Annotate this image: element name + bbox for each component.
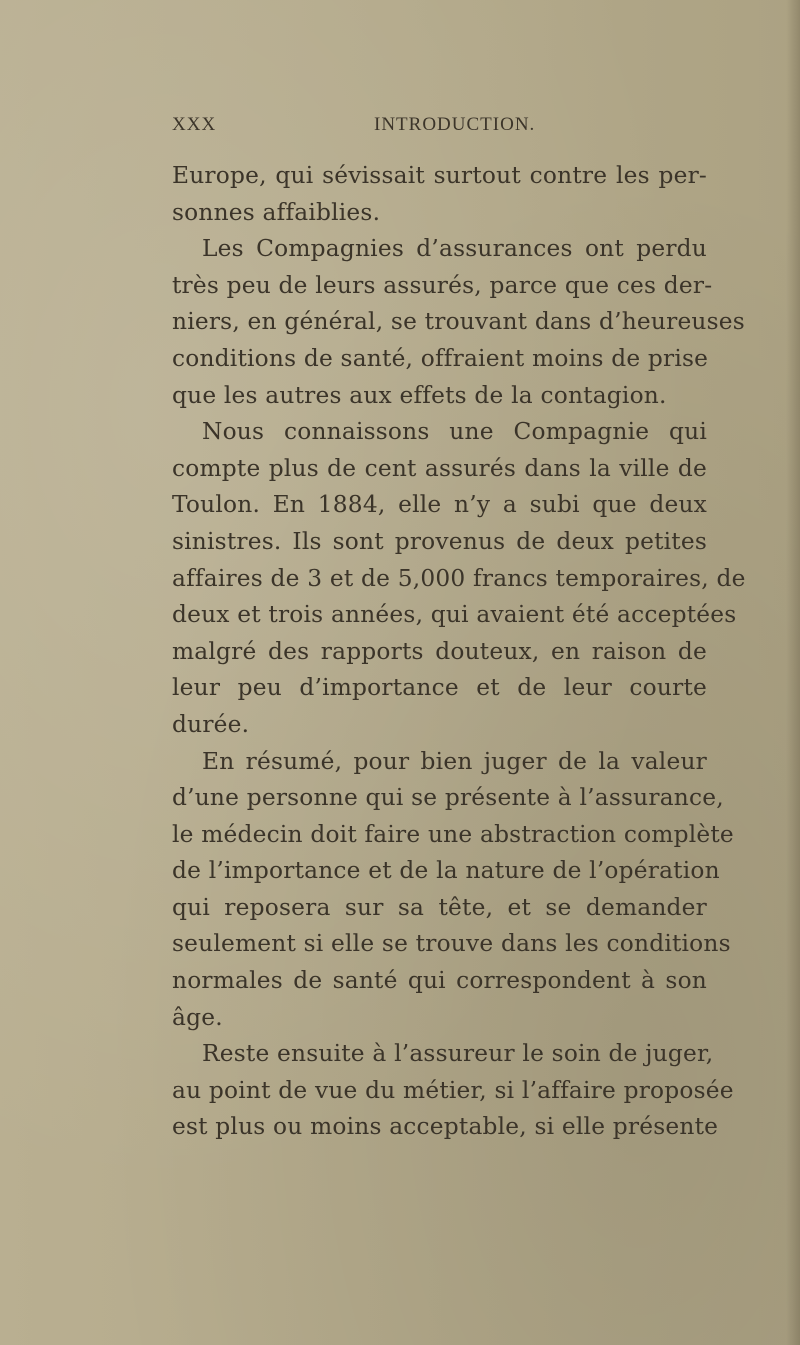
text-line: seulement si elle se trouve dans les conditions — [172, 930, 731, 958]
text-line: compte plus de cent assurés dans la ville de — [172, 454, 707, 482]
text-line: est plus ou moins acceptable, si elle présente — [172, 1113, 719, 1141]
text-line: sonnes affaiblies. — [172, 198, 381, 226]
text-line: Les Compagnies d’assurances ont perdu — [202, 235, 707, 263]
text-line: deux et trois années, qui avaient été acceptées — [172, 601, 737, 629]
text-line: conditions de santé, offraient moins de prise — [172, 344, 709, 372]
text-line: leur peu d’importance et de leur courte — [172, 674, 707, 702]
text-line: affaires de 3 et de 5,000 francs temporaires, de — [172, 564, 746, 592]
text-line: Toulon. En 1884, elle n’y a subi que deux — [172, 491, 707, 519]
page-edge-shadow — [786, 0, 800, 1345]
text-line: durée. — [172, 710, 250, 738]
text-line: qui reposera sur sa tête, et se demander — [172, 893, 707, 921]
text-line: âge. — [172, 1003, 223, 1031]
text-line: que les autres aux effets de la contagion. — [172, 381, 667, 409]
text-line: sinistres. Ils sont provenus de deux petites — [172, 527, 707, 555]
text-line: d’une personne qui se présente à l’assurance, — [172, 784, 724, 812]
body-text — [172, 158, 746, 1146]
text-line: le médecin doit faire une abstraction complète — [172, 820, 734, 848]
text-line: très peu de leurs assurés, parce que ces der- — [172, 271, 713, 299]
text-line: niers, en général, se trouvant dans d’heureuses — [172, 308, 745, 336]
text-line: Nous connaissons une Compagnie qui — [202, 418, 707, 446]
page-header — [172, 114, 712, 144]
text-line: Europe, qui sévissait surtout contre les per- — [172, 162, 707, 189]
text-line: En résumé, pour bien juger de la valeur — [202, 747, 707, 775]
page-number: XXX — [172, 114, 217, 135]
text-line: malgré des rapports douteux, en raison de — [172, 637, 707, 665]
text-line: Reste ensuite à l’assureur le soin de juger, — [202, 1040, 714, 1068]
text-line: normales de santé qui correspondent à son — [172, 967, 707, 995]
text-line: au point de vue du métier, si l’affaire proposée — [172, 1076, 734, 1104]
running-title: INTRODUCTION. — [374, 114, 536, 135]
text-line: de l’importance et de la nature de l’opération — [172, 857, 720, 885]
